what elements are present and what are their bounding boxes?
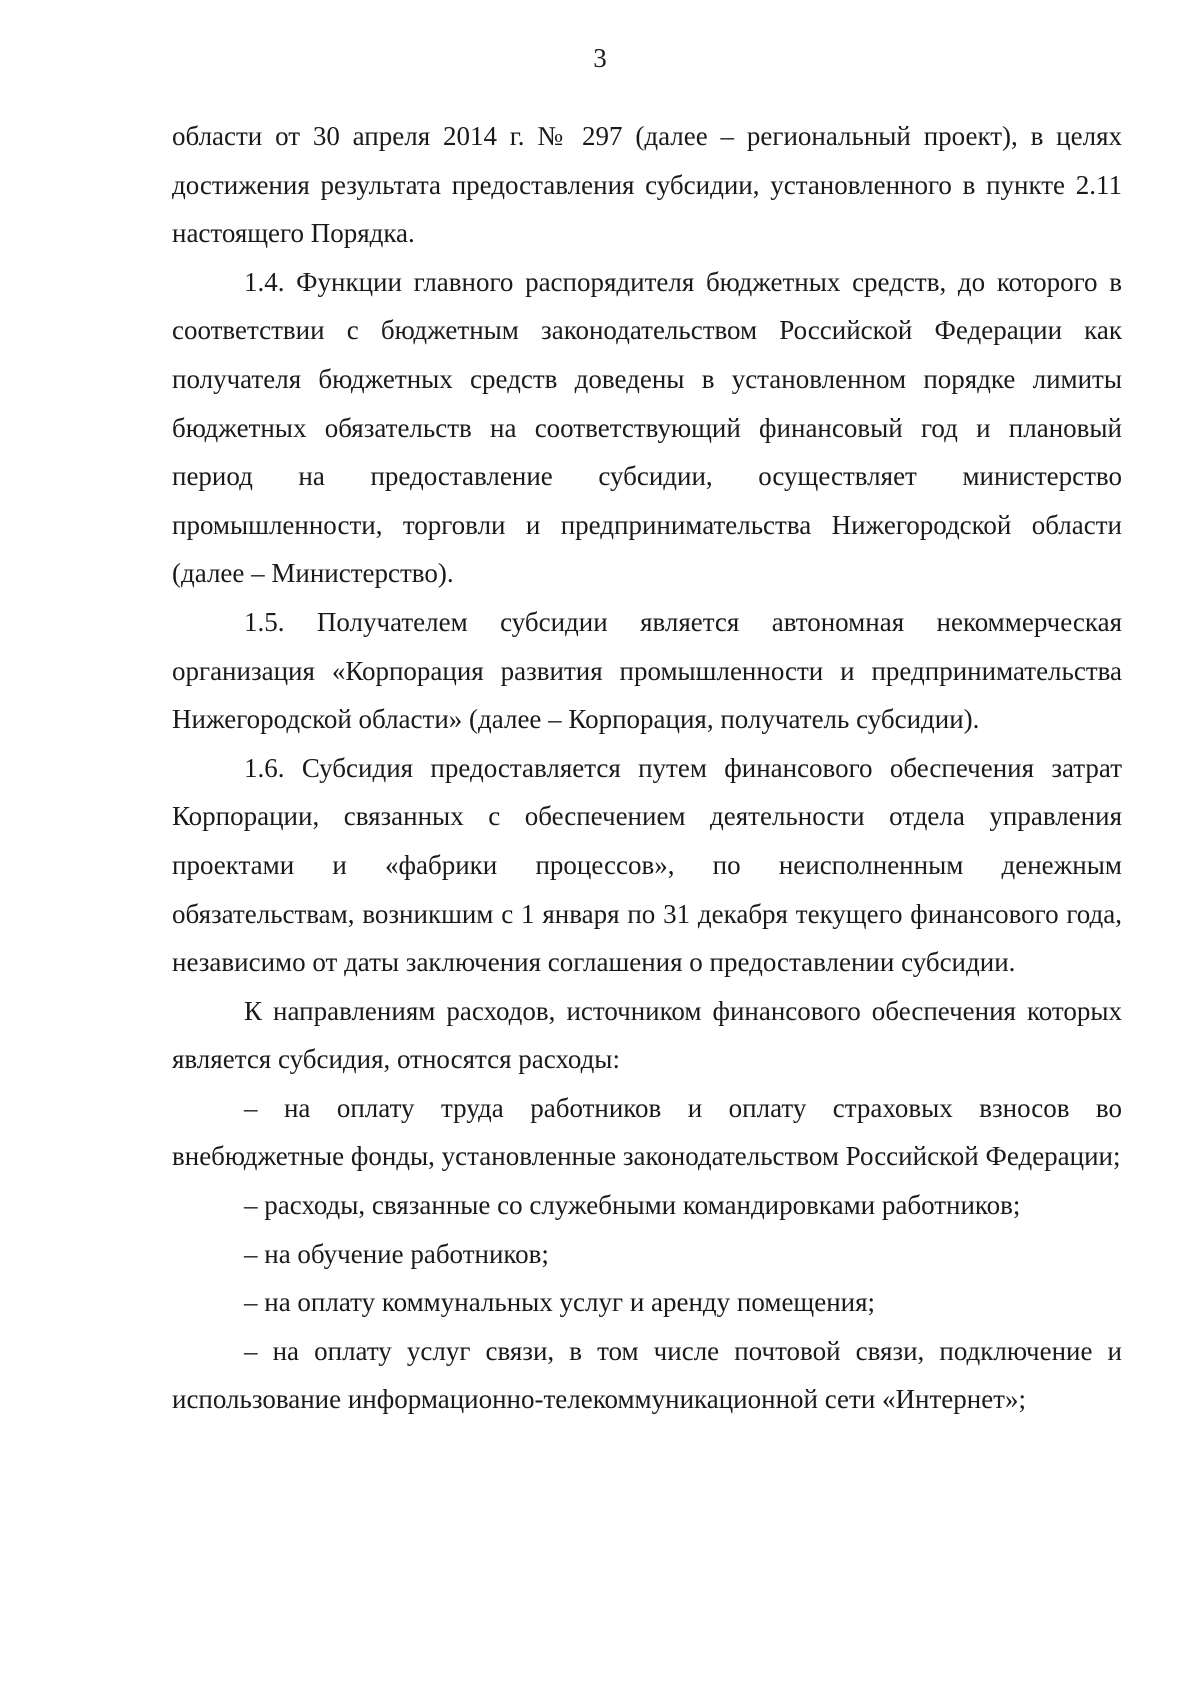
list-item-utilities-rent: – на оплату коммунальных услуг и аренду помещения; [244,1287,876,1318]
paragraph-intro: области от 30 апреля 2014 г. № 297 (далее – региональный проект), в целях достижения результата предоставления субсидии, установленного в пункте 2.11 настоящего Порядка. [172,121,1122,249]
list-item-business-trips: – расходы, связанные со служебными командировками работников; [244,1190,1021,1221]
paragraph-1-5: 1.5. Получателем субсидии является автономная некоммерческая организация «Корпорация развития промышленности и предпринимательства Нижегородской области» (далее – Корпорация, получатель субсидии). [172,606,1122,735]
list-item-training: – на обучение работников; [244,1238,549,1269]
paragraph-1-4: 1.4. Функции главного распорядителя бюджетных средств, до которого в соответствии с бюджетным законодательством Российской Федерации как получателя бюджетных средств доведены в установленном порядке лимиты бюджетных обязательств на соответствующий финансовый год и плановый период на предоставление субсидии, осуществляет министерство промышленности, торговли и предпринимательства Нижегородской области (далее – Министерство). [172,266,1122,589]
document-body [172,112,1122,1424]
paragraph-expense-directions: К направлениям расходов, источником финансового обеспечения которых является субсидия, относятся расходы: [172,995,1122,1075]
list-item-labor-payment: – на оплату труда работников и оплату страховых взносов во внебюджетные фонды, установленные законодательством Российской Федерации; [172,1092,1122,1172]
page-number: 3 [593,43,607,73]
list-item-communication: – на оплату услуг связи, в том числе почтовой связи, подключение и использование информационно-телекоммуникационной сети «Интернет»; [172,1335,1122,1415]
paragraph-1-6: 1.6. Субсидия предоставляется путем финансового обеспечения затрат Корпорации, связанных с обеспечением деятельности отдела управления проектами и «фабрики процессов», по неисполненным денежным обязательствам, возникшим с 1 января по 31 декабря текущего финансового года, независимо от даты заключения соглашения о предоставлении субсидии. [172,752,1122,978]
